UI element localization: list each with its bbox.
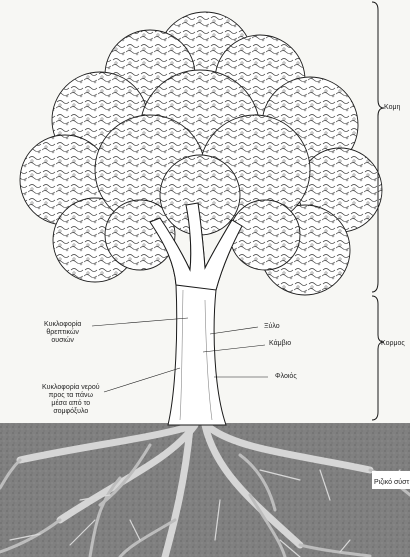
soil-layer bbox=[0, 423, 410, 557]
root-system-label: Ριζικό σύστ bbox=[374, 479, 410, 486]
wood-label: Ξύλο bbox=[264, 323, 280, 330]
water-flow-label: Κυκλοφορία νερού προς τα πάνω μέσα από το σομφόξυλο bbox=[42, 384, 100, 415]
root-system-label-box bbox=[372, 471, 410, 489]
crown-bracket bbox=[372, 2, 384, 292]
trunk-bracket bbox=[372, 296, 384, 420]
crown-label: Κομη bbox=[384, 104, 401, 111]
bark-label: Φλοιός bbox=[275, 373, 297, 380]
cambium-label: Κάμβιο bbox=[269, 340, 292, 347]
nutrient-flow-label: Κυκλοφορία θρεπτικών ουσιών bbox=[44, 321, 82, 344]
trunk-label: Κορμος bbox=[381, 340, 405, 347]
